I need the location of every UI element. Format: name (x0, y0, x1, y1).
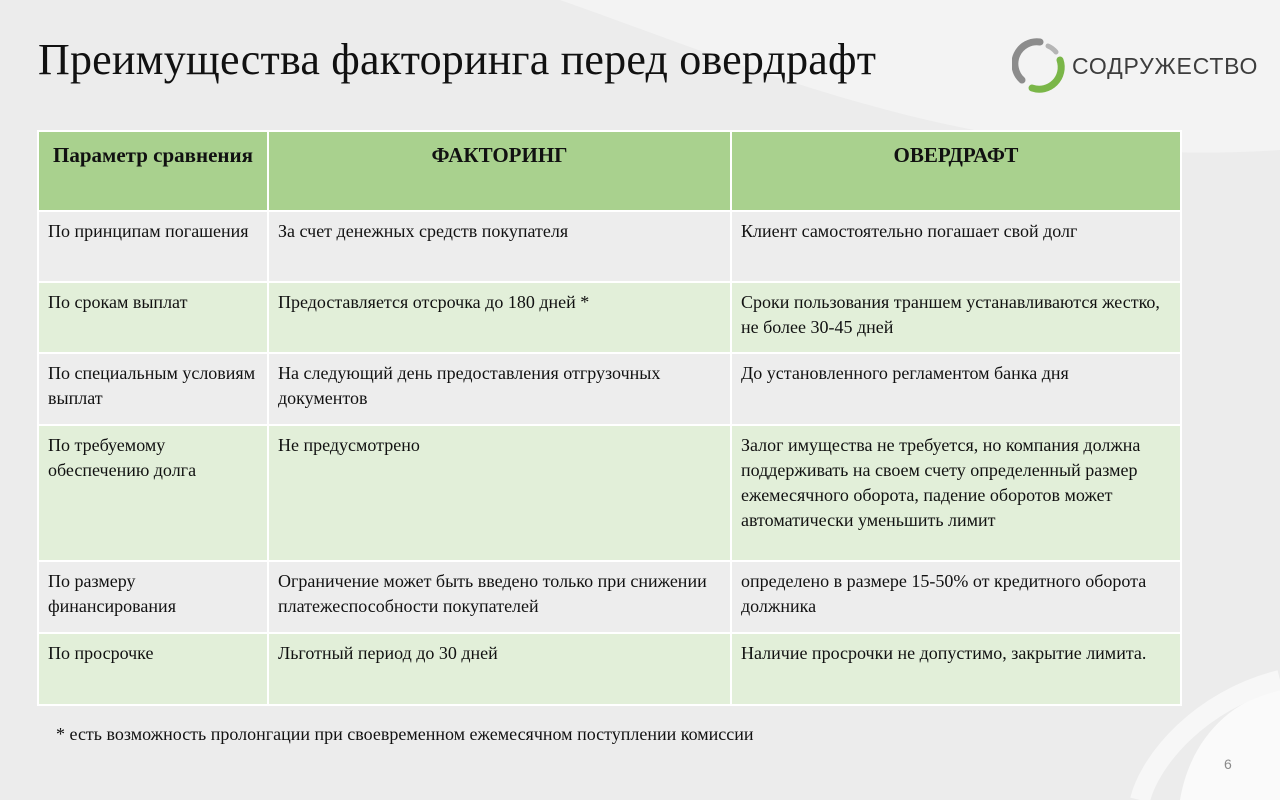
row-parameter: По требуемому обеспечению долга (38, 425, 268, 561)
row-overdraft: Клиент самостоятельно погашает свой долг (731, 211, 1181, 282)
header-factoring: ФАКТОРИНГ (268, 131, 731, 211)
table-row (38, 282, 1181, 353)
row-factoring: Льготный период до 30 дней (268, 633, 731, 705)
row-factoring: За счет денежных средств покупателя (268, 211, 731, 282)
table-row (38, 633, 1181, 705)
table-header-row (38, 131, 1181, 211)
row-factoring: Предоставляется отсрочка до 180 дней * (268, 282, 731, 353)
table-row (38, 425, 1181, 561)
row-parameter: По срокам выплат (38, 282, 268, 353)
company-logo (1012, 36, 1258, 96)
row-overdraft: До установленного регламентом банка дня (731, 353, 1181, 425)
table-row (38, 353, 1181, 425)
footnote: * есть возможность пролонгации при своевременном ежемесячном поступлении комиссии (56, 724, 754, 744)
row-factoring: Не предусмотрено (268, 425, 731, 561)
row-parameter: По просрочке (38, 633, 268, 705)
comparison-table (37, 130, 1182, 706)
page-number: 6 (1224, 756, 1232, 772)
row-overdraft: Наличие просрочки не допустимо, закрытие лимита. (731, 633, 1181, 705)
table-row (38, 211, 1181, 282)
row-overdraft: Залог имущества не требуется, но компания должна поддерживать на своем счету определенный размер ежемесячного оборота, падение оборотов может автоматически уменьшить лимит (731, 425, 1181, 561)
header-overdraft: ОВЕРДРАФТ (731, 131, 1181, 211)
row-factoring: Ограничение может быть введено только при снижении платежеспособности покупателей (268, 561, 731, 633)
row-factoring: На следующий день предоставления отгрузочных документов (268, 353, 731, 425)
row-overdraft: определено в размере 15-50% от кредитного оборота должника (731, 561, 1181, 633)
slide-title: Преимущества факторинга перед овердрафт (38, 35, 877, 84)
logo-text: СОДРУЖЕСТВО (1072, 52, 1259, 79)
logo-swirl-icon (1012, 36, 1068, 96)
row-parameter: По специальным условиям выплат (38, 353, 268, 425)
row-overdraft: Сроки пользования траншем устанавливаются жестко, не более 30-45 дней (731, 282, 1181, 353)
row-parameter: По размеру финансирования (38, 561, 268, 633)
row-parameter: По принципам погашения (38, 211, 268, 282)
header-parameter: Параметр сравнения (38, 131, 268, 211)
table-row (38, 561, 1181, 633)
